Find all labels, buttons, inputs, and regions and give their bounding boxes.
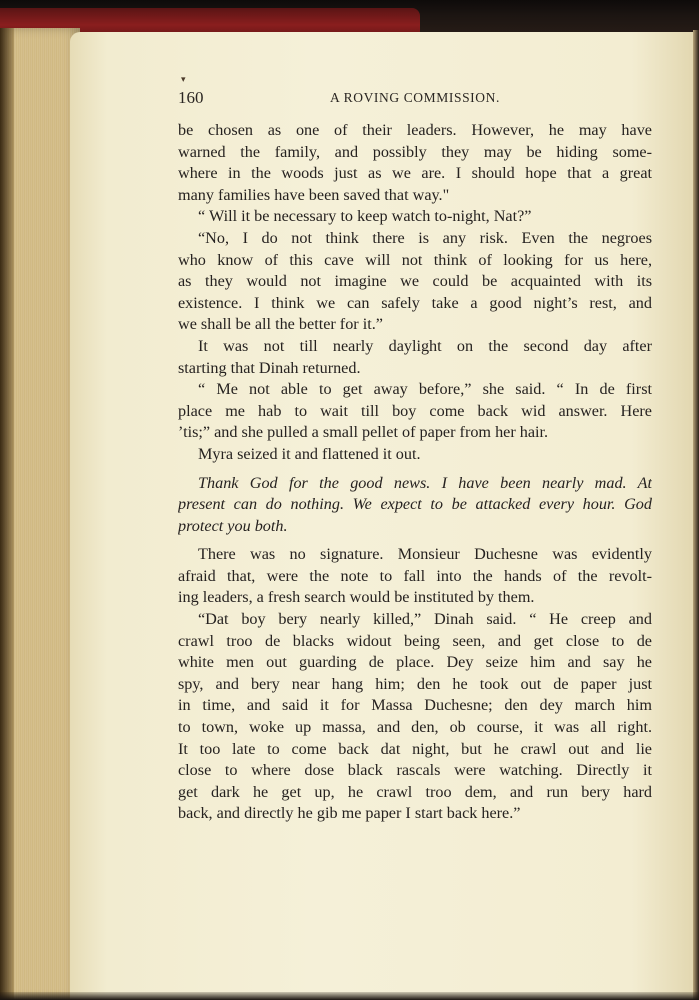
- text-line: many families have been saved that way.": [178, 185, 450, 204]
- paragraph: [178, 206, 652, 228]
- text-line: afraid that, were the note to fall into the hands of the revolt-: [178, 566, 652, 585]
- paragraph: [178, 120, 652, 206]
- text-line: be chosen as one of their leaders. However, he may have: [178, 121, 652, 139]
- text-line: protect you both.: [178, 516, 288, 535]
- text-line: starting that Dinah returned.: [178, 358, 361, 377]
- text-line: There was no signature. Monsieur Duchesne was evidently: [198, 545, 652, 564]
- text-line: Thank God for the good news. I have been nearly mad. At: [198, 473, 652, 492]
- paragraph-spacer: [178, 466, 652, 473]
- text-line: existence. I think we can safely take a good night’s rest, and: [178, 293, 652, 312]
- text-line: place me hab to wait till boy come back wid answer. Here: [178, 401, 652, 420]
- running-head: A ROVING COMMISSION.: [330, 90, 500, 105]
- text-line: ’tis;” and she pulled a small pellet of paper from her hair.: [178, 423, 549, 442]
- text-line: Myra seized it and flattened it out.: [198, 444, 421, 463]
- paragraph: [178, 609, 652, 825]
- page-header: [178, 88, 652, 110]
- text-line: “ Will it be necessary to keep watch to-night, Nat?”: [198, 207, 532, 226]
- text-line: crawl troo de blacks widout being seen, and get close to de: [178, 631, 652, 650]
- text-line: white men out guarding de place. Dey seize him and say he: [178, 653, 652, 672]
- text-line: “No, I do not think there is any risk. Even the negroes: [198, 228, 652, 247]
- text-line: It was not till nearly daylight on the second day after: [198, 336, 652, 355]
- text-line: as they would not imagine we could be acquainted with its: [178, 272, 652, 291]
- text-line: close to where dose black rascals were watching. Directly it: [178, 761, 652, 780]
- paragraph: [178, 228, 652, 336]
- page-number: 160: [178, 88, 204, 107]
- text-line: we shall be all the better for it.”: [178, 315, 383, 334]
- body-text: [178, 120, 652, 825]
- paragraph: [178, 444, 652, 466]
- quoted-note: [178, 473, 652, 538]
- paragraph-spacer: [178, 537, 652, 544]
- paragraph: [178, 544, 652, 609]
- text-line: It too late to come back dat night, but he crawl out and lie: [178, 739, 652, 758]
- text-line: get dark he get up, he crawl troo dem, and run bery hard: [178, 782, 652, 801]
- text-line: warned the family, and possibly they may be hiding some-: [178, 142, 652, 161]
- page-edges-shadow: [0, 28, 14, 1000]
- text-line: ing leaders, a fresh search would be instituted by them.: [178, 588, 535, 607]
- text-line: in time, and said it for Massa Duchesne; den dey march him: [178, 696, 652, 715]
- text-line: spy, and bery near hang him; den he took out de paper just: [178, 674, 652, 693]
- paragraph: [178, 379, 652, 444]
- text-line: back, and directly he gib me paper I start back here.”: [178, 804, 521, 823]
- text-line: present can do nothing. We expect to be attacked every hour. God: [178, 495, 652, 514]
- text-line: to town, woke up massa, and den, ob course, it was all right.: [178, 718, 652, 737]
- page-right-edge: [693, 30, 699, 1000]
- paragraph: [178, 336, 652, 379]
- text-line: where in the woods just as we are. I should hope that a great: [178, 164, 652, 183]
- stray-ink-mark: ▾: [181, 74, 186, 84]
- text-line: “ Me not able to get away before,” she said. “ In de first: [198, 380, 652, 399]
- text-line: who know of this cave will not think of looking for us here,: [178, 250, 652, 269]
- page-bottom-shadow: [0, 992, 699, 1000]
- text-line: “Dat boy bery nearly killed,” Dinah said. “ He creep and: [198, 610, 652, 629]
